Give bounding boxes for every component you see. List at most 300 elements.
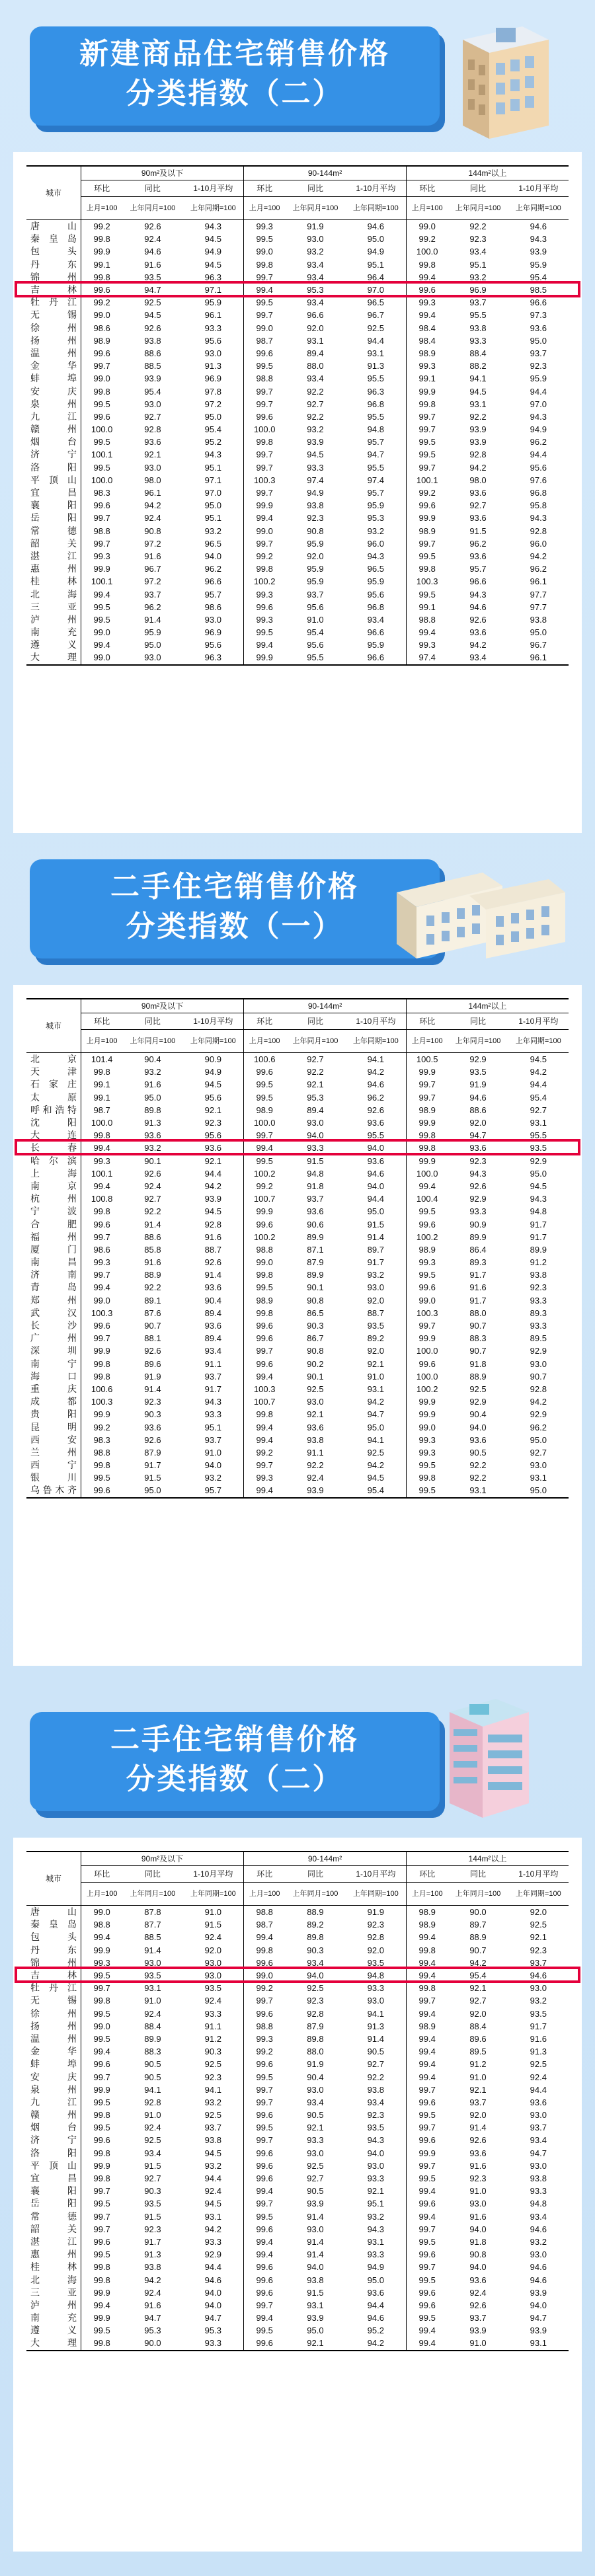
index-value: 96.6 bbox=[367, 627, 384, 638]
index-value: 99.8 bbox=[93, 1371, 110, 1382]
index-value: 93.9 bbox=[307, 2199, 324, 2209]
table-row bbox=[26, 1358, 569, 1370]
index-value: 94.4 bbox=[530, 386, 547, 397]
index-value: 88.9 bbox=[144, 1270, 161, 1280]
index-value: 98.4 bbox=[407, 334, 448, 347]
table-row bbox=[26, 245, 569, 258]
index-value: 99.3 bbox=[93, 551, 110, 561]
index-value: 92.8 bbox=[204, 1219, 221, 1229]
index-value: 93.6 bbox=[367, 2287, 384, 2298]
index-value: 96.8 bbox=[367, 602, 384, 612]
index-value: 93.3 bbox=[469, 335, 487, 346]
index-value: 94.0 bbox=[367, 2148, 384, 2158]
index-value: 99.9 bbox=[407, 1408, 448, 1421]
index-value: 100.1 bbox=[91, 576, 113, 587]
index-value: 95.5 bbox=[367, 1130, 384, 1141]
column-group-header: 90m²及以下 bbox=[81, 999, 244, 1013]
index-value: 98.8 bbox=[244, 372, 286, 385]
table-row bbox=[26, 360, 569, 372]
index-value: 95.2 bbox=[204, 437, 221, 448]
index-value: 92.1 bbox=[469, 1983, 487, 1994]
index-value: 94.4 bbox=[204, 2173, 221, 2184]
index-value: 95.1 bbox=[367, 259, 384, 270]
city-name: 桂 林 bbox=[26, 575, 81, 588]
index-value: 96.3 bbox=[367, 386, 384, 397]
index-value: 96.7 bbox=[144, 564, 161, 574]
index-value: 93.0 bbox=[530, 2160, 547, 2171]
index-value: 96.7 bbox=[530, 640, 547, 650]
index-value: 93.9 bbox=[307, 2313, 324, 2323]
table-row bbox=[26, 1281, 569, 1294]
index-value: 92.7 bbox=[144, 1194, 161, 1204]
index-value: 99.5 bbox=[407, 448, 448, 461]
index-value: 96.6 bbox=[307, 310, 324, 321]
table-row bbox=[26, 2160, 569, 2172]
index-value: 99.7 bbox=[244, 2084, 286, 2096]
index-value: 99.6 bbox=[93, 2059, 110, 2070]
index-value: 93.2 bbox=[367, 1270, 384, 1280]
table-row bbox=[26, 258, 569, 271]
index-value: 89.5 bbox=[530, 1333, 547, 1344]
city-name: 九 江 bbox=[26, 410, 81, 423]
index-value: 87.6 bbox=[144, 1308, 161, 1318]
table-row bbox=[26, 2210, 569, 2223]
index-value: 98.6 bbox=[204, 602, 221, 612]
index-value: 88.3 bbox=[469, 1333, 487, 1344]
index-value: 90.5 bbox=[144, 2059, 161, 2070]
tall-building-icon bbox=[430, 1692, 549, 1831]
index-value: 93.4 bbox=[367, 614, 384, 625]
index-value: 99.4 bbox=[407, 1957, 448, 1969]
index-value: 99.8 bbox=[81, 2337, 123, 2350]
index-value: 93.0 bbox=[367, 1282, 384, 1293]
index-value: 93.6 bbox=[144, 437, 161, 448]
column-header: 1-10月平均 bbox=[183, 1866, 244, 1883]
index-value: 99.5 bbox=[244, 360, 286, 372]
index-value: 99.0 bbox=[407, 1421, 448, 1433]
index-value: 93.8 bbox=[530, 1270, 547, 1280]
index-value: 99.5 bbox=[244, 1155, 286, 1167]
index-value: 92.4 bbox=[144, 513, 161, 524]
index-value: 90.5 bbox=[144, 2072, 161, 2082]
index-value: 98.9 bbox=[407, 1104, 448, 1116]
index-value: 92.4 bbox=[144, 2287, 161, 2298]
index-value: 88.7 bbox=[367, 1308, 384, 1318]
index-value: 99.7 bbox=[407, 2084, 448, 2096]
index-value: 99.5 bbox=[244, 1091, 286, 1104]
column-header: 1-10月平均 bbox=[183, 1013, 244, 1030]
index-value: 93.1 bbox=[367, 348, 384, 358]
index-value: 93.4 bbox=[307, 1957, 324, 1968]
city-name: 西 安 bbox=[26, 1434, 81, 1446]
column-subheader: 上年同月=100 bbox=[122, 197, 182, 220]
table-row bbox=[26, 1918, 569, 1931]
city-name: 青 岛 bbox=[26, 1281, 81, 1294]
index-value: 94.2 bbox=[204, 2224, 221, 2234]
city-name: 唐 山 bbox=[26, 1906, 81, 1919]
city-name: 西 宁 bbox=[26, 1459, 81, 1471]
table-row bbox=[26, 1982, 569, 1994]
index-value: 94.7 bbox=[469, 1130, 487, 1141]
index-value: 99.7 bbox=[244, 2134, 286, 2146]
index-value: 92.4 bbox=[204, 1932, 221, 1943]
index-value: 99.5 bbox=[407, 436, 448, 448]
index-value: 94.3 bbox=[530, 234, 547, 245]
index-value: 99.6 bbox=[93, 2236, 110, 2247]
index-value: 92.3 bbox=[307, 1996, 324, 2006]
index-value: 94.6 bbox=[204, 2275, 221, 2285]
index-value: 99.3 bbox=[244, 2033, 286, 2045]
index-value: 93.4 bbox=[307, 373, 324, 384]
index-value: 92.2 bbox=[469, 1460, 487, 1471]
index-value: 93.6 bbox=[307, 1206, 324, 1217]
city-name: 北 海 bbox=[26, 588, 81, 600]
index-value: 92.1 bbox=[307, 2123, 324, 2133]
index-value: 99.3 bbox=[244, 588, 286, 600]
index-value: 94.8 bbox=[530, 2199, 547, 2209]
index-value: 100.2 bbox=[244, 1231, 286, 1243]
index-value: 99.6 bbox=[93, 348, 110, 358]
index-value: 94.5 bbox=[367, 1473, 384, 1483]
index-value: 93.3 bbox=[469, 1206, 487, 1217]
index-value: 93.8 bbox=[530, 614, 547, 625]
index-value: 99.6 bbox=[244, 2008, 286, 2020]
index-value: 100.0 bbox=[91, 1118, 113, 1128]
index-value: 95.6 bbox=[307, 640, 324, 650]
index-value: 99.7 bbox=[407, 461, 448, 474]
index-value: 92.2 bbox=[307, 386, 324, 397]
index-value: 93.6 bbox=[144, 1130, 161, 1141]
index-value: 99.8 bbox=[93, 272, 110, 282]
index-value: 95.0 bbox=[530, 1434, 547, 1445]
index-value: 94.6 bbox=[530, 2262, 547, 2273]
index-value: 92.3 bbox=[144, 1397, 161, 1407]
index-value: 91.1 bbox=[204, 1358, 221, 1369]
column-subheader: 上年同期=100 bbox=[183, 1030, 244, 1053]
index-value: 94.7 bbox=[530, 2148, 547, 2158]
index-value: 100.0 bbox=[91, 424, 113, 435]
index-value: 95.5 bbox=[367, 462, 384, 473]
index-value: 91.6 bbox=[204, 1231, 221, 1242]
index-value: 99.9 bbox=[93, 2084, 110, 2095]
column-header: 同比 bbox=[448, 1013, 508, 1030]
index-value: 92.2 bbox=[469, 221, 487, 232]
index-value: 91.4 bbox=[307, 2249, 324, 2260]
index-value: 88.6 bbox=[144, 348, 161, 358]
index-value: 90.3 bbox=[307, 1321, 324, 1331]
index-value: 99.7 bbox=[244, 1345, 286, 1357]
index-value: 91.3 bbox=[144, 2249, 161, 2260]
table-row bbox=[26, 271, 569, 284]
table-row bbox=[26, 2337, 569, 2350]
table-row bbox=[26, 2147, 569, 2160]
title-line-1: 新建商品住宅销售价格 bbox=[79, 37, 390, 71]
index-value: 91.5 bbox=[144, 2160, 161, 2171]
index-value: 93.6 bbox=[307, 1422, 324, 1432]
index-value: 95.9 bbox=[530, 373, 547, 384]
city-name: 锦 州 bbox=[26, 271, 81, 284]
index-value: 92.1 bbox=[307, 1079, 324, 1090]
city-name: 泉 州 bbox=[26, 2084, 81, 2096]
index-value: 99.7 bbox=[407, 1091, 448, 1104]
city-name: 洛 阳 bbox=[26, 461, 81, 474]
index-value: 96.0 bbox=[530, 538, 547, 549]
column-group-header: 90m²及以下 bbox=[81, 1852, 244, 1866]
city-name: 湛 江 bbox=[26, 2236, 81, 2248]
index-value: 99.0 bbox=[407, 220, 448, 233]
city-name: 银 川 bbox=[26, 1471, 81, 1484]
index-value: 91.9 bbox=[367, 1907, 384, 1918]
index-value: 99.5 bbox=[93, 399, 110, 409]
index-value: 94.7 bbox=[204, 2313, 221, 2323]
index-value: 99.8 bbox=[93, 2275, 110, 2285]
index-value: 90.1 bbox=[307, 1282, 324, 1293]
index-value: 99.6 bbox=[244, 2337, 286, 2350]
index-value: 92.9 bbox=[204, 2249, 221, 2260]
index-value: 94.5 bbox=[530, 1054, 547, 1065]
city-name: 惠 州 bbox=[26, 2248, 81, 2261]
index-value: 96.9 bbox=[204, 627, 221, 638]
city-name: 安 庆 bbox=[26, 2070, 81, 2083]
index-value: 99.8 bbox=[407, 1129, 448, 1142]
city-name: 上 海 bbox=[26, 1167, 81, 1180]
index-value: 92.1 bbox=[530, 1932, 547, 1943]
index-value: 99.5 bbox=[93, 2325, 110, 2336]
index-value: 91.4 bbox=[469, 2123, 487, 2133]
table-row bbox=[26, 2273, 569, 2286]
index-value: 95.1 bbox=[204, 462, 221, 473]
index-value: 94.1 bbox=[204, 2084, 221, 2095]
index-value: 99.9 bbox=[93, 1945, 110, 1955]
city-name: 包 头 bbox=[26, 1931, 81, 1943]
index-value: 99.0 bbox=[244, 322, 286, 334]
city-name: 广 州 bbox=[26, 1332, 81, 1345]
index-value: 93.4 bbox=[144, 2148, 161, 2158]
index-value: 92.8 bbox=[530, 526, 547, 536]
index-value: 99.9 bbox=[93, 564, 110, 574]
index-value: 91.1 bbox=[307, 1447, 324, 1458]
index-value: 94.7 bbox=[530, 2313, 547, 2323]
index-value: 96.5 bbox=[367, 564, 384, 574]
index-value: 93.7 bbox=[530, 1957, 547, 1968]
index-value: 93.3 bbox=[204, 1409, 221, 1420]
index-value: 99.9 bbox=[93, 2313, 110, 2323]
index-value: 88.4 bbox=[469, 348, 487, 358]
index-value: 93.0 bbox=[530, 2110, 547, 2121]
index-value: 94.0 bbox=[204, 2287, 221, 2298]
index-value: 87.7 bbox=[144, 1920, 161, 1930]
index-value: 99.4 bbox=[407, 2210, 448, 2223]
index-value: 89.4 bbox=[204, 1333, 221, 1344]
index-value: 91.8 bbox=[469, 2236, 487, 2247]
index-value: 95.0 bbox=[367, 234, 384, 245]
index-value: 94.4 bbox=[204, 2262, 221, 2273]
index-value: 93.5 bbox=[469, 1067, 487, 1077]
index-value: 92.2 bbox=[307, 1460, 324, 1471]
index-value: 99.7 bbox=[244, 2197, 286, 2210]
table-row bbox=[26, 2185, 569, 2197]
index-value: 92.1 bbox=[367, 1358, 384, 1369]
city-name: 吉 林 bbox=[26, 1969, 81, 1982]
index-value: 93.6 bbox=[469, 1143, 487, 1153]
index-value: 91.7 bbox=[367, 1257, 384, 1268]
index-value: 98.9 bbox=[93, 335, 110, 346]
index-value: 91.3 bbox=[530, 2047, 547, 2057]
index-value: 95.0 bbox=[204, 411, 221, 422]
index-value: 94.0 bbox=[367, 1181, 384, 1191]
index-value: 99.7 bbox=[93, 1333, 110, 1344]
index-value: 94.2 bbox=[530, 1067, 547, 1077]
index-value: 99.3 bbox=[407, 360, 448, 372]
index-value: 99.7 bbox=[244, 271, 286, 284]
section-second-hand-2 bbox=[0, 1686, 595, 2576]
index-value: 96.2 bbox=[367, 1092, 384, 1103]
index-value: 86.7 bbox=[307, 1333, 324, 1344]
column-group-header: 90-144m² bbox=[244, 166, 407, 180]
index-value: 88.5 bbox=[144, 1932, 161, 1943]
index-value: 92.0 bbox=[204, 1945, 221, 1955]
table-row bbox=[26, 651, 569, 664]
column-subheader: 上月=100 bbox=[81, 1883, 123, 1906]
index-value: 99.8 bbox=[407, 1944, 448, 1957]
index-value: 99.5 bbox=[244, 233, 286, 245]
index-value: 98.9 bbox=[407, 525, 448, 537]
index-value: 91.6 bbox=[144, 1257, 161, 1268]
city-name: 大 连 bbox=[26, 1129, 81, 1142]
table-row bbox=[26, 2223, 569, 2236]
index-value: 93.6 bbox=[367, 1118, 384, 1128]
index-value: 93.2 bbox=[307, 247, 324, 257]
index-value: 99.6 bbox=[244, 1358, 286, 1370]
column-subheader: 上月=100 bbox=[244, 1030, 286, 1053]
section-title bbox=[30, 859, 440, 947]
index-value: 97.4 bbox=[307, 475, 324, 485]
index-value: 93.6 bbox=[530, 323, 547, 333]
index-value: 98.8 bbox=[244, 1906, 286, 1919]
index-value: 99.6 bbox=[407, 1218, 448, 1230]
index-value: 90.3 bbox=[307, 1945, 324, 1955]
index-value: 99.6 bbox=[93, 2135, 110, 2146]
city-name: 武 汉 bbox=[26, 1307, 81, 1319]
index-value: 99.5 bbox=[93, 2199, 110, 2209]
index-value: 99.9 bbox=[93, 2287, 110, 2298]
index-value: 91.8 bbox=[469, 1358, 487, 1369]
index-value: 100.0 bbox=[91, 475, 113, 485]
index-value: 90.5 bbox=[367, 2047, 384, 2057]
index-value: 99.5 bbox=[93, 602, 110, 612]
index-value: 88.6 bbox=[469, 1105, 487, 1115]
index-value: 99.5 bbox=[93, 462, 110, 473]
index-value: 99.5 bbox=[244, 296, 286, 309]
index-value: 99.3 bbox=[244, 613, 286, 626]
index-value: 90.7 bbox=[144, 1321, 161, 1331]
index-value: 93.4 bbox=[307, 297, 324, 308]
index-value: 92.1 bbox=[144, 449, 161, 460]
index-value: 93.8 bbox=[307, 1434, 324, 1445]
index-value: 89.3 bbox=[469, 1257, 487, 1268]
index-value: 91.4 bbox=[307, 2236, 324, 2247]
table-row bbox=[26, 1459, 569, 1471]
index-value: 99.5 bbox=[407, 550, 448, 563]
index-value: 92.1 bbox=[367, 2186, 384, 2197]
table-row bbox=[26, 537, 569, 550]
table-row bbox=[26, 2172, 569, 2185]
table-row bbox=[26, 2299, 569, 2312]
index-value: 92.5 bbox=[204, 2110, 221, 2121]
index-value: 95.6 bbox=[204, 1092, 221, 1103]
index-value: 98.6 bbox=[93, 323, 110, 333]
index-value: 92.0 bbox=[367, 1295, 384, 1306]
index-value: 96.8 bbox=[367, 399, 384, 409]
index-value: 93.3 bbox=[530, 1321, 547, 1331]
index-value: 93.3 bbox=[183, 2337, 244, 2350]
index-value: 91.0 bbox=[144, 2110, 161, 2121]
table-row bbox=[26, 1192, 569, 1205]
index-value: 94.3 bbox=[204, 221, 221, 232]
index-value: 93.5 bbox=[144, 272, 161, 282]
index-value: 94.0 bbox=[307, 1130, 324, 1141]
index-value: 92.7 bbox=[144, 411, 161, 422]
index-value: 92.0 bbox=[530, 1907, 547, 1918]
index-value: 88.7 bbox=[204, 1244, 221, 1255]
index-value: 92.3 bbox=[204, 1118, 221, 1128]
table-row bbox=[26, 1294, 569, 1307]
index-value: 91.5 bbox=[469, 526, 487, 536]
index-value: 94.1 bbox=[367, 1434, 384, 1445]
index-value: 93.4 bbox=[307, 2097, 324, 2107]
index-value: 91.2 bbox=[530, 1257, 547, 1268]
index-value: 92.0 bbox=[367, 1945, 384, 1955]
city-name: 合 肥 bbox=[26, 1218, 81, 1230]
index-value: 94.6 bbox=[367, 221, 384, 232]
city-name: 温 州 bbox=[26, 347, 81, 360]
index-value: 94.7 bbox=[367, 1409, 384, 1420]
index-value: 99.4 bbox=[407, 2070, 448, 2083]
index-value: 92.3 bbox=[469, 234, 487, 245]
city-name: 杭 州 bbox=[26, 1192, 81, 1205]
column-header: 同比 bbox=[285, 1866, 345, 1883]
index-value: 94.1 bbox=[367, 1054, 384, 1065]
index-value: 93.6 bbox=[204, 1143, 221, 1153]
index-value: 100.1 bbox=[407, 474, 448, 487]
index-value: 94.5 bbox=[530, 1181, 547, 1191]
index-value: 99.2 bbox=[244, 1180, 286, 1192]
index-value: 93.5 bbox=[204, 1983, 221, 1994]
index-value: 92.0 bbox=[469, 1118, 487, 1128]
index-value: 99.7 bbox=[244, 1994, 286, 2007]
index-value: 99.5 bbox=[407, 1459, 448, 1471]
table-row bbox=[26, 1994, 569, 2007]
index-value: 100.1 bbox=[91, 449, 113, 460]
index-value: 90.0 bbox=[469, 1907, 487, 1918]
index-value: 98.0 bbox=[469, 475, 487, 485]
index-value: 89.8 bbox=[307, 2033, 324, 2044]
index-value: 97.3 bbox=[530, 310, 547, 321]
index-value: 94.3 bbox=[530, 513, 547, 524]
index-value: 95.1 bbox=[204, 1422, 221, 1432]
index-value: 93.3 bbox=[307, 462, 324, 473]
table-row bbox=[26, 1332, 569, 1345]
index-value: 95.9 bbox=[530, 259, 547, 270]
index-value: 92.2 bbox=[367, 2072, 384, 2082]
index-value: 93.2 bbox=[530, 2236, 547, 2247]
index-value: 99.7 bbox=[93, 2224, 110, 2234]
index-value: 99.6 bbox=[407, 1358, 448, 1370]
index-value: 93.4 bbox=[204, 1346, 221, 1356]
index-value: 92.2 bbox=[307, 1067, 324, 1077]
index-value: 92.3 bbox=[204, 2072, 221, 2082]
city-name: 重 庆 bbox=[26, 1383, 81, 1395]
